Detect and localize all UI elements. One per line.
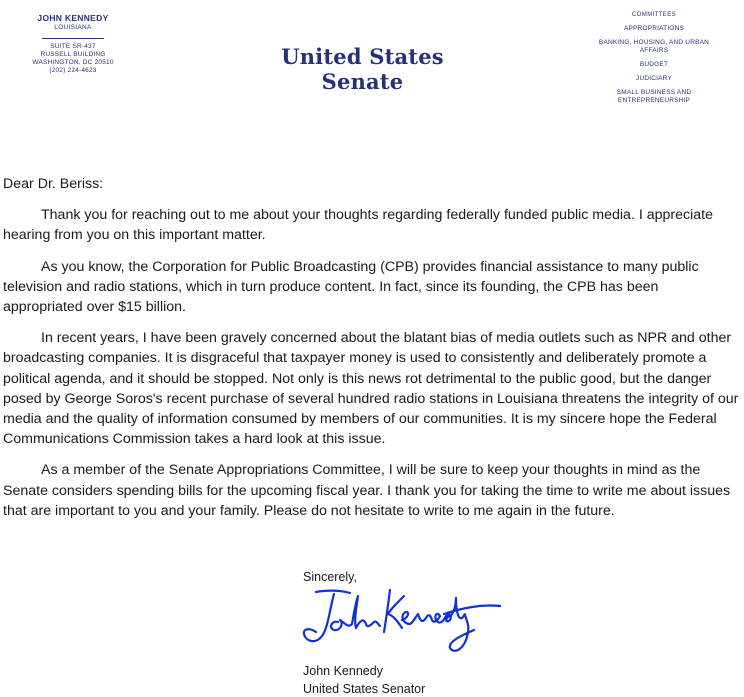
committee-item: JUDICIARY — [636, 75, 672, 82]
signer-title: United States Senator — [303, 682, 426, 696]
paragraph-2: As you know, the Corporation for Public Broadcasting (CPB) provides financial assistance to many public television and radio stations, which in turn produce content. In fact, since its founding, the CPB has been appropriated over $15 billion. — [3, 258, 699, 316]
committee-item: SMALL BUSINESS AND ENTREPRENEURSHIP — [616, 89, 692, 104]
committee-item: BANKING, HOUSING, AND URBAN AFFAIRS — [598, 39, 710, 54]
salutation: Dear Dr. Beriss: — [3, 176, 104, 192]
senator-state: LOUISIANA — [54, 24, 92, 31]
paragraph-4: As a member of the Senate Appropriations Committee, I will be sure to keep your thoughts in mind as the Senate considers spending bills for the upcoming fiscal year. I thank you for taking the time to write me about issues that are important to you and your family. Please do not hesitate to write to me again in the future. — [3, 462, 731, 519]
letterhead-divider — [42, 38, 104, 39]
committees-list — [594, 11, 714, 105]
signer-name: John Kennedy — [303, 664, 383, 678]
letter-body — [3, 174, 741, 532]
handwritten-signature — [294, 584, 506, 662]
closing: Sincerely, — [303, 570, 357, 584]
address-line: SUITE SR-437 — [50, 43, 96, 50]
institution-title: United States Senate — [281, 44, 444, 94]
paragraph-3: In recent years, I have been gravely concerned about the blatant bias of media outlets such as NPR and other broadcasting companies. It is disgraceful that taxpayer money is used to consistently and deliberately promote a political agenda, and it should be stopped. Not only is this news rot detrimental to the public good, but the danger posed by George Soros's recent purchase of several hundred radio stations in Louisiana threatens the integrity of our media and the quality of information consumed by members of our communities. It is my sincere hope the Federal Communications Commission takes a hard look at this issue. — [3, 330, 739, 448]
letterhead-left — [14, 13, 132, 75]
committee-item: BUDGET — [639, 61, 669, 68]
address-line: WASHINGTON, DC 20510 — [32, 59, 114, 66]
address-line: RUSSELL BUILDING — [40, 51, 106, 58]
committees-heading: COMMITTEES — [632, 12, 676, 18]
phone-number: (202) 224-4623 — [49, 67, 97, 74]
paragraph-1: Thank you for reaching out to me about your thoughts regarding federally funded public media. I appreciate hearing from you on this important matter. — [3, 207, 713, 244]
committee-item: APPROPRIATIONS — [623, 25, 685, 32]
senator-name: JOHN KENNEDY — [37, 13, 109, 23]
